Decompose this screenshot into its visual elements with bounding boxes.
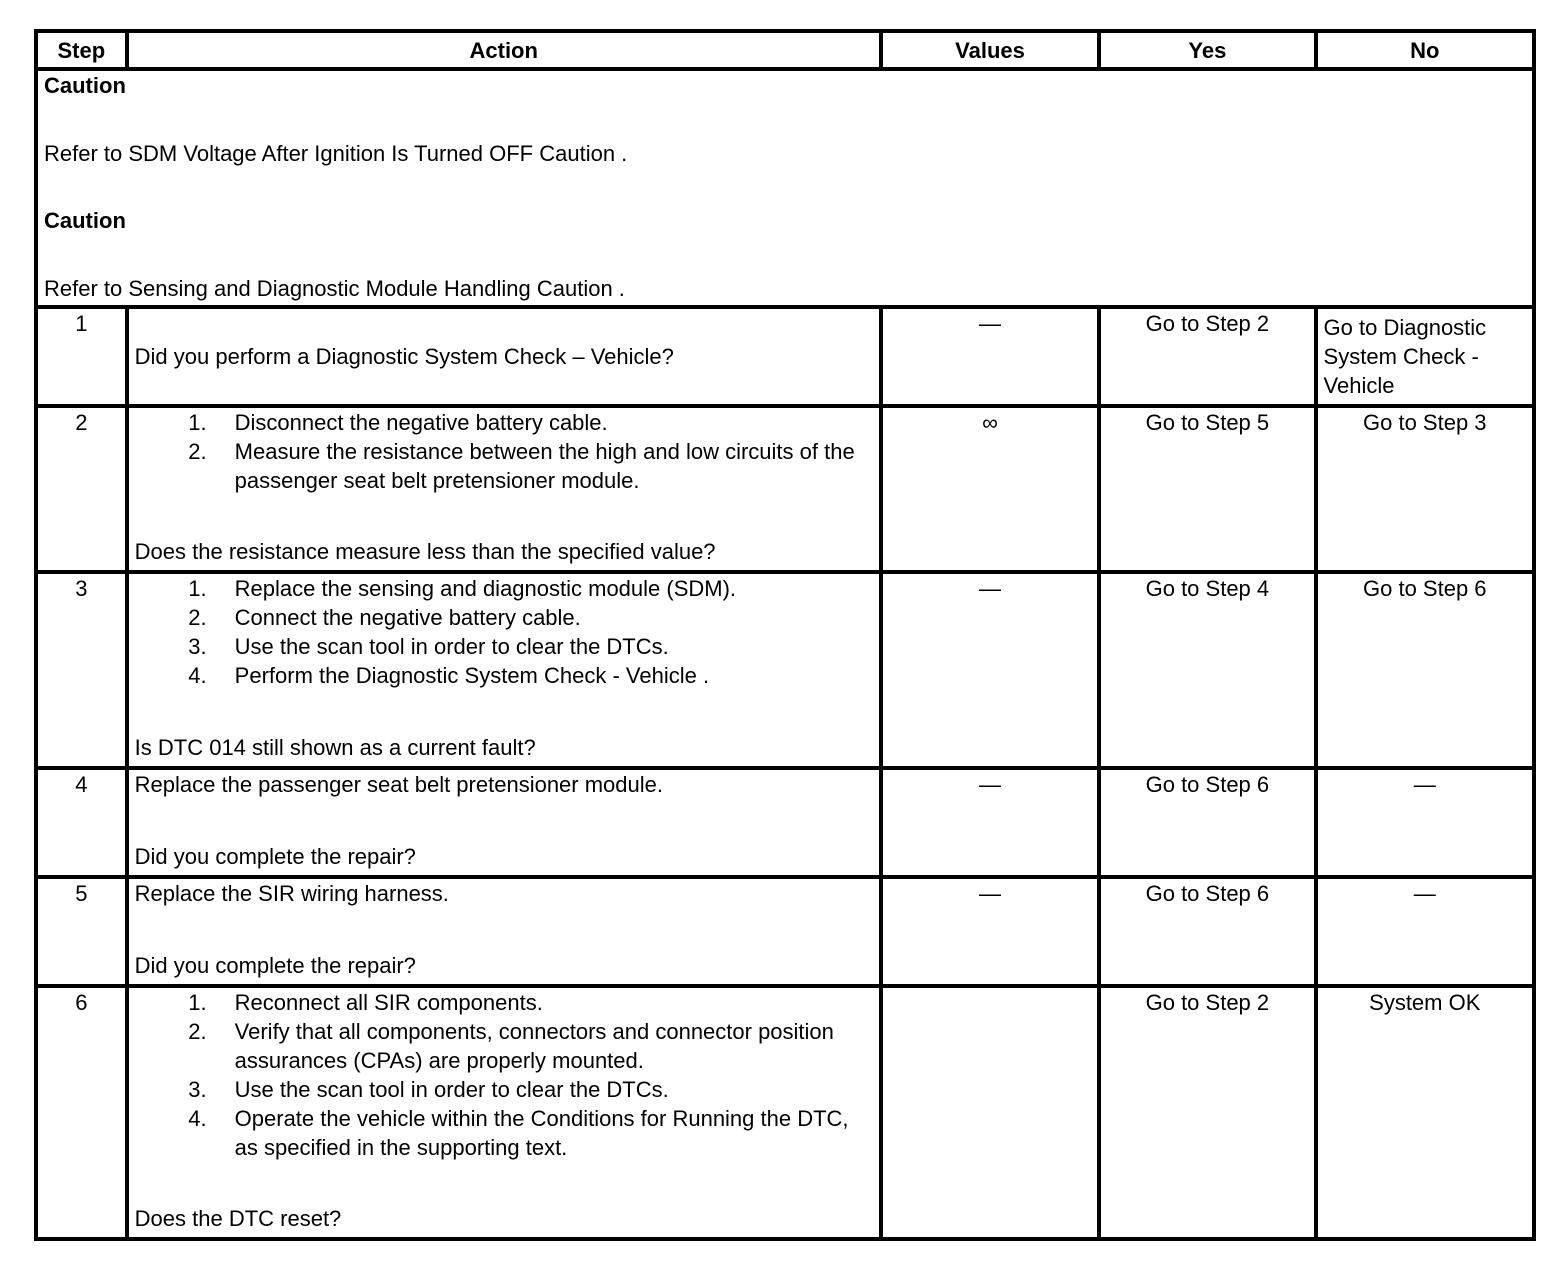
list-item: 1. Reconnect all SIR components. — [188, 990, 543, 1015]
values-cell: — — [881, 877, 1099, 986]
table-row — [36, 768, 1534, 877]
values-cell: — — [881, 307, 1099, 406]
header-yes: Yes — [1099, 31, 1315, 69]
list-item: 2. Verify that all components, connectors and connector position assurances (CPAs) are properly mounted. — [188, 1019, 834, 1073]
step-number: 4 — [36, 768, 127, 877]
action-cell — [127, 307, 881, 406]
action-cell — [127, 986, 881, 1239]
action-cell — [127, 877, 881, 986]
list-item: 1. Disconnect the negative battery cable. — [188, 410, 608, 435]
table-row — [36, 406, 1534, 572]
caution-row — [36, 69, 1534, 307]
list-item: 4. Operate the vehicle within the Conditions for Running the DTC, as specified in the supporting text. — [188, 1106, 849, 1160]
list-item: 2. Connect the negative battery cable. — [188, 605, 581, 630]
action-question: Did you perform a Diagnostic System Check – Vehicle? — [134, 344, 674, 369]
yes-cell: Go to Step 2 — [1099, 986, 1315, 1239]
action-steps — [135, 574, 873, 690]
yes-cell: Go to Step 4 — [1099, 572, 1315, 768]
list-item: 3. Use the scan tool in order to clear the DTCs. — [188, 1077, 669, 1102]
step-number: 1 — [36, 307, 127, 406]
yes-cell: Go to Step 6 — [1099, 768, 1315, 877]
action-question: Is DTC 014 still shown as a current fault? — [134, 735, 536, 760]
diagnostic-table — [34, 29, 1536, 1241]
caution-title: Caution — [44, 73, 126, 98]
header-no: No — [1316, 31, 1534, 69]
action-steps — [135, 408, 873, 495]
step-number: 3 — [36, 572, 127, 768]
action-question: Does the DTC reset? — [134, 1206, 342, 1231]
no-cell: Go to Diagnostic System Check - Vehicle — [1316, 307, 1534, 406]
no-cell: Go to Step 6 — [1316, 572, 1534, 768]
action-cell — [127, 406, 881, 572]
table-row — [36, 307, 1534, 406]
yes-cell: Go to Step 6 — [1099, 877, 1315, 986]
action-instruction: Replace the passenger seat belt pretensioner module. — [134, 772, 663, 797]
values-cell: — — [881, 572, 1099, 768]
no-cell: — — [1316, 877, 1534, 986]
yes-cell: Go to Step 5 — [1099, 406, 1315, 572]
caution-text: Refer to Sensing and Diagnostic Module Handling Caution . — [44, 276, 625, 301]
no-cell: System OK — [1316, 986, 1534, 1239]
yes-cell: Go to Step 2 — [1099, 307, 1315, 406]
values-cell: — — [881, 768, 1099, 877]
action-question: Did you complete the repair? — [134, 953, 416, 978]
list-item: 3. Use the scan tool in order to clear the DTCs. — [188, 634, 669, 659]
list-item: 4. Perform the Diagnostic System Check - Vehicle . — [188, 663, 710, 688]
caution-text: Refer to SDM Voltage After Ignition Is Turned OFF Caution . — [44, 141, 628, 166]
values-cell — [881, 986, 1099, 1239]
table-row — [36, 877, 1534, 986]
no-cell: Go to Step 3 — [1316, 406, 1534, 572]
header-step: Step — [36, 31, 127, 69]
action-steps — [135, 988, 873, 1162]
action-instruction: Replace the SIR wiring harness. — [134, 881, 449, 906]
action-question: Did you complete the repair? — [134, 844, 416, 869]
header-action: Action — [127, 31, 881, 69]
action-cell — [127, 572, 881, 768]
step-number: 5 — [36, 877, 127, 986]
step-number: 6 — [36, 986, 127, 1239]
values-cell: ∞ — [881, 406, 1099, 572]
table-row — [36, 572, 1534, 768]
caution-title: Caution — [44, 208, 126, 233]
no-cell: — — [1316, 768, 1534, 877]
step-number: 2 — [36, 406, 127, 572]
action-cell — [127, 768, 881, 877]
header-values: Values — [881, 31, 1099, 69]
table-row — [36, 986, 1534, 1239]
list-item: 2. Measure the resistance between the high and low circuits of the passenger seat belt pretensioner module. — [188, 439, 855, 493]
action-question: Does the resistance measure less than the specified value? — [134, 539, 716, 564]
caution-cell — [36, 69, 1534, 307]
list-item: 1. Replace the sensing and diagnostic module (SDM). — [188, 576, 737, 601]
header-row — [36, 31, 1534, 69]
